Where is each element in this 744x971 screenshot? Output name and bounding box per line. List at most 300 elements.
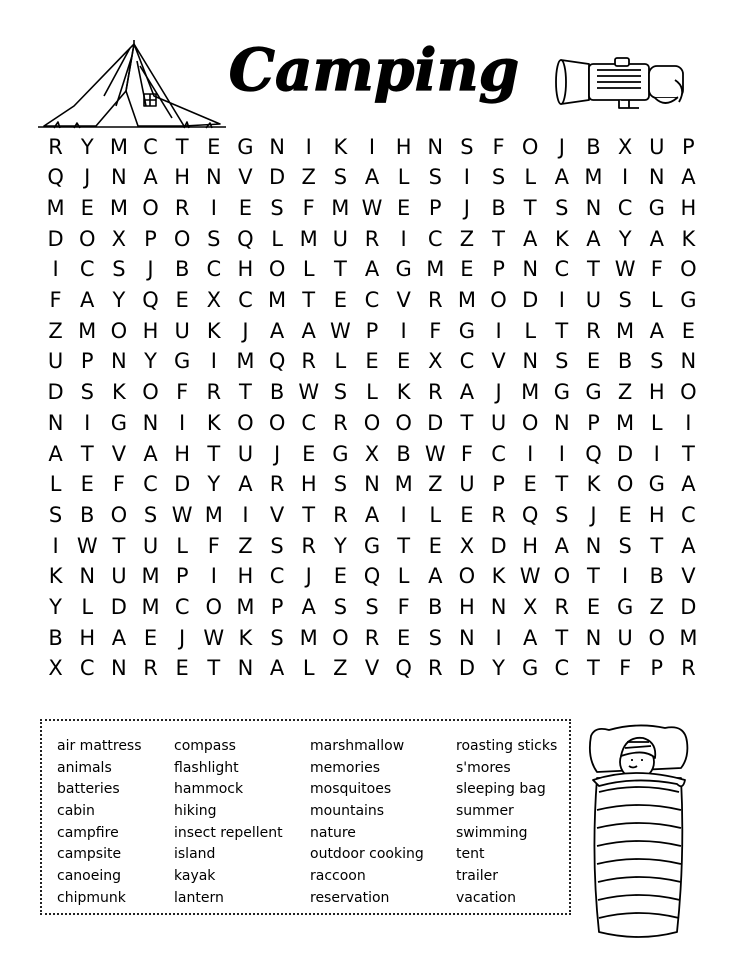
grid-letter: M	[78, 318, 97, 343]
grid-letter: T	[460, 410, 474, 435]
grid-letter: F	[176, 380, 189, 405]
grid-letter: T	[80, 441, 94, 466]
grid-letter: U	[649, 134, 665, 159]
grid-letter: O	[142, 195, 159, 220]
grid-letter: T	[523, 195, 537, 220]
grid-letter: C	[617, 195, 633, 220]
grid-letter: K	[491, 564, 506, 589]
grid-letter: N	[111, 349, 127, 374]
grid-letter: C	[301, 410, 317, 435]
grid-letter: O	[110, 502, 128, 527]
grid-letter: Y	[207, 472, 221, 497]
grid-letter: C	[364, 288, 380, 312]
grid-letter: O	[78, 226, 96, 251]
grid-letter: I	[463, 165, 470, 190]
grid-letter: B	[617, 349, 633, 374]
grid-letter: F	[207, 533, 220, 558]
page-title-text: Camping	[228, 36, 520, 104]
grid-letter: R	[143, 656, 158, 681]
word-list-item: raccoon	[310, 868, 366, 885]
grid-letter: H	[174, 165, 191, 190]
grid-letter: G	[110, 410, 128, 435]
grid-letter: B	[174, 257, 190, 282]
grid-letter: V	[364, 656, 380, 681]
grid-letter: M	[679, 625, 698, 650]
grid-letter: L	[49, 472, 62, 497]
grid-letter: F	[397, 595, 410, 619]
grid-letter: E	[396, 625, 411, 650]
grid-letter: O	[205, 595, 223, 619]
grid-letter: E	[302, 441, 316, 466]
grid-letter: A	[48, 441, 63, 466]
grid-letter: P	[144, 226, 157, 251]
grid-letter: S	[270, 195, 284, 220]
grid-letter: Y	[80, 134, 94, 159]
grid-letter: X	[206, 288, 221, 312]
grid-letter: M	[46, 195, 65, 220]
grid-letter: I	[368, 134, 376, 159]
word-list-item: swimming	[456, 824, 528, 841]
grid-letter: A	[554, 533, 570, 558]
grid-letter: L	[650, 288, 663, 312]
grid-letter: A	[523, 625, 538, 650]
grid-letter: P	[682, 134, 695, 159]
grid-letter: I	[210, 564, 217, 589]
grid-letter: U	[47, 349, 64, 374]
grid-letter: D	[174, 472, 191, 497]
grid-letter: E	[618, 502, 632, 527]
grid-letter: D	[522, 288, 539, 312]
grid-letter: L	[81, 595, 94, 619]
grid-letter: M	[394, 472, 413, 497]
grid-letter: K	[48, 564, 63, 589]
grid-letter: L	[650, 410, 663, 435]
grid-letter: K	[681, 226, 696, 251]
grid-letter: O	[458, 564, 476, 589]
grid-letter: K	[586, 472, 601, 497]
grid-letter: R	[206, 380, 222, 405]
grid-letter: L	[524, 165, 537, 190]
grid-letter: C	[79, 656, 95, 681]
grid-letter: S	[270, 625, 284, 650]
grid-letter: U	[617, 625, 633, 650]
grid-letter: J	[84, 165, 91, 190]
grid-letter: A	[428, 564, 443, 589]
grid-letter: J	[273, 441, 281, 466]
grid-letter: L	[334, 349, 347, 374]
grid-letter: E	[175, 288, 189, 312]
grid-letter: E	[396, 195, 411, 220]
grid-letter: R	[174, 195, 190, 220]
grid-letter: B	[48, 625, 63, 650]
grid-letter: O	[553, 564, 571, 589]
grid-letter: L	[271, 226, 283, 251]
grid-letter: N	[553, 410, 570, 435]
grid-letter: T	[207, 656, 221, 681]
grid-letter: W	[614, 257, 636, 282]
grid-letter: Z	[301, 165, 316, 190]
grid-letter: T	[650, 533, 664, 558]
grid-letter: T	[112, 533, 126, 558]
grid-letter: I	[179, 410, 186, 435]
grid-letter: I	[653, 441, 660, 466]
grid-letter: A	[554, 165, 570, 190]
grid-letter: Q	[363, 564, 381, 589]
grid-letter: L	[302, 257, 315, 282]
grid-letter: O	[648, 625, 666, 650]
grid-letter: C	[459, 349, 475, 374]
grid-letter: M	[521, 380, 540, 405]
grid-letter: S	[207, 226, 221, 251]
grid-letter: L	[366, 380, 378, 405]
grid-letter: A	[586, 226, 601, 251]
grid-letter: S	[270, 533, 284, 558]
grid-letter: H	[648, 502, 665, 527]
word-list-item: trailer	[456, 868, 498, 885]
grid-letter: N	[269, 134, 285, 159]
grid-letter: B	[586, 134, 601, 159]
grid-letter: D	[268, 165, 286, 190]
grid-letter: E	[460, 257, 474, 282]
grid-letter: Z	[617, 380, 633, 405]
flashlight-illustration	[553, 50, 693, 114]
grid-letter: A	[80, 288, 95, 312]
grid-letter: G	[458, 318, 476, 343]
grid-letter: G	[332, 441, 349, 466]
grid-letter: E	[175, 656, 189, 681]
word-list-item: lantern	[174, 889, 224, 906]
grid-letter: R	[681, 656, 696, 681]
grid-letter: X	[48, 656, 63, 681]
grid-letter: M	[268, 288, 287, 312]
grid-letter: C	[491, 441, 506, 466]
grid-letter: X	[522, 595, 538, 619]
grid-letter: O	[142, 380, 159, 405]
grid-letter: I	[495, 625, 502, 650]
grid-letter: T	[587, 257, 600, 282]
word-list-item: cabin	[57, 803, 95, 820]
grid-letter: G	[648, 472, 665, 497]
grid-letter: M	[331, 195, 350, 220]
grid-letter: N	[522, 349, 539, 374]
grid-letter: K	[238, 625, 253, 650]
grid-letter: Y	[333, 533, 347, 558]
grid-letter: M	[426, 257, 445, 282]
grid-letter: U	[459, 472, 475, 497]
grid-letter: Q	[47, 165, 64, 190]
grid-letter: U	[585, 288, 602, 312]
grid-letter: O	[237, 410, 254, 435]
grid-letter: H	[237, 564, 254, 589]
grid-letter: J	[558, 134, 565, 159]
grid-letter: Z	[333, 656, 348, 681]
grid-letter: Z	[649, 595, 664, 619]
grid-letter: T	[555, 625, 569, 650]
grid-letter: O	[173, 226, 191, 251]
grid-letter: O	[680, 257, 697, 282]
grid-letter: T	[555, 472, 569, 497]
grid-letter: R	[427, 656, 443, 681]
grid-letter: R	[364, 625, 380, 650]
grid-letter: B	[649, 564, 664, 589]
grid-letter: K	[111, 380, 126, 405]
grid-letter: V	[238, 165, 253, 190]
grid-letter: E	[333, 288, 347, 312]
grid-letter: W	[203, 625, 225, 650]
grid-letter: P	[650, 656, 664, 681]
grid-letter: O	[395, 410, 412, 435]
grid-letter: N	[490, 595, 507, 619]
grid-letter: T	[397, 533, 411, 558]
grid-letter: H	[680, 195, 697, 220]
grid-letter: W	[361, 195, 383, 220]
word-list-item: campfire	[57, 824, 119, 841]
grid-letter: I	[242, 502, 249, 527]
grid-letter: T	[587, 656, 600, 681]
grid-letter: K	[206, 410, 221, 435]
grid-letter: S	[333, 380, 348, 405]
grid-letter: J	[179, 625, 186, 650]
grid-letter: Y	[49, 595, 62, 619]
grid-letter: N	[111, 165, 127, 190]
grid-letter: I	[210, 195, 217, 220]
grid-letter: S	[333, 165, 348, 190]
grid-letter: C	[79, 257, 95, 282]
grid-letter: Z	[428, 472, 443, 497]
grid-letter: A	[364, 165, 380, 190]
grid-letter: T	[333, 257, 347, 282]
grid-letter: B	[269, 380, 285, 405]
grid-letter: U	[111, 564, 127, 589]
grid-letter: V	[491, 349, 506, 374]
grid-letter: R	[333, 502, 348, 527]
grid-letter: V	[396, 288, 411, 312]
grid-letter: O	[363, 410, 381, 435]
grid-letter: I	[84, 410, 91, 435]
grid-letter: U	[237, 441, 254, 466]
grid-letter: D	[47, 226, 64, 251]
grid-letter: N	[111, 656, 127, 681]
grid-letter: F	[650, 257, 663, 282]
grid-letter: A	[649, 226, 664, 251]
grid-letter: J	[495, 380, 502, 405]
grid-letter: M	[236, 595, 255, 619]
grid-letter: H	[300, 472, 317, 497]
grid-letter: C	[554, 656, 570, 681]
grid-letter: X	[364, 441, 380, 466]
word-list-item: mountains	[310, 803, 385, 820]
grid-letter: Z	[48, 318, 63, 343]
grid-letter: I	[558, 288, 565, 312]
grid-letter: S	[618, 533, 632, 558]
grid-letter: X	[428, 349, 443, 374]
grid-letter: P	[175, 564, 189, 589]
grid-letter: C	[238, 288, 253, 312]
grid-letter: E	[460, 502, 474, 527]
grid-letter: G	[522, 656, 539, 681]
grid-letter: O	[332, 625, 349, 650]
grid-letter: I	[495, 318, 502, 343]
grid-letter: C	[269, 564, 285, 589]
grid-letter: S	[143, 502, 158, 527]
grid-letter: F	[460, 441, 473, 466]
grid-letter: P	[587, 410, 600, 435]
grid-letter: S	[80, 380, 94, 405]
grid-letter: N	[585, 625, 602, 650]
grid-letter: W	[171, 502, 193, 527]
word-list-column-1	[57, 736, 142, 910]
grid-letter: R	[301, 533, 317, 558]
grid-letter: P	[365, 318, 379, 343]
word-list-item: hiking	[174, 803, 217, 820]
grid-letter: C	[143, 134, 158, 159]
word-list-item: hammock	[174, 781, 244, 798]
grid-letter: M	[616, 318, 635, 343]
grid-letter: U	[142, 533, 159, 558]
word-list-item: chipmunk	[57, 889, 126, 906]
grid-letter: G	[585, 380, 602, 405]
grid-letter: M	[236, 349, 255, 374]
grid-letter: P	[80, 349, 94, 374]
grid-letter: Z	[459, 226, 475, 251]
grid-letter: A	[364, 257, 380, 282]
grid-letter: O	[110, 318, 128, 343]
grid-letter: V	[269, 502, 285, 527]
grid-letter: L	[397, 564, 410, 589]
grid-letter: I	[305, 134, 312, 159]
grid-letter: S	[555, 195, 569, 220]
grid-letter: N	[47, 410, 64, 435]
grid-letter: Q	[521, 502, 539, 527]
grid-letter: O	[680, 380, 697, 405]
grid-letter: I	[52, 257, 59, 282]
grid-letter: N	[459, 625, 475, 650]
grid-letter: M	[299, 226, 318, 251]
grid-letter: S	[428, 165, 442, 190]
grid-letter: E	[365, 349, 379, 374]
grid-letter: L	[302, 656, 315, 681]
grid-letter: X	[617, 134, 633, 159]
grid-letter: A	[269, 656, 285, 681]
word-list-item: tent	[456, 846, 485, 863]
grid-letter: N	[79, 564, 96, 589]
grid-letter: S	[650, 349, 664, 374]
grid-letter: I	[685, 410, 692, 435]
grid-letter: O	[521, 410, 539, 435]
grid-letter: E	[238, 195, 253, 220]
grid-letter: G	[680, 288, 697, 312]
grid-letter: P	[270, 595, 284, 619]
grid-letter: L	[524, 318, 537, 343]
grid-letter: L	[176, 533, 188, 558]
grid-letter: G	[553, 380, 570, 405]
grid-letter: T	[302, 288, 316, 312]
word-list-item: reservation	[310, 889, 390, 906]
grid-letter: N	[205, 165, 222, 190]
grid-letter: H	[174, 441, 191, 466]
grid-letter: K	[554, 226, 569, 251]
grid-letter: K	[206, 318, 221, 343]
word-list-item: animals	[57, 759, 112, 776]
word-list-item: flashlight	[174, 759, 239, 776]
grid-letter: C	[427, 226, 443, 251]
grid-letter: I	[52, 533, 59, 558]
grid-letter: I	[400, 502, 407, 527]
grid-letter: M	[299, 625, 318, 650]
grid-letter: C	[174, 595, 190, 619]
grid-letter: S	[48, 502, 63, 527]
grid-letter: A	[523, 226, 538, 251]
word-list-column-2	[174, 736, 283, 910]
grid-letter: O	[490, 288, 507, 312]
grid-letter: R	[427, 288, 443, 312]
grid-letter: P	[492, 257, 505, 282]
grid-letter: B	[396, 441, 411, 466]
grid-letter: H	[648, 380, 665, 405]
grid-letter: R	[301, 349, 317, 374]
grid-letter: V	[681, 564, 696, 589]
grid-letter: P	[428, 195, 442, 220]
grid-letter: C	[143, 472, 158, 497]
grid-letter: W	[298, 380, 320, 405]
grid-letter: Y	[112, 288, 126, 312]
grid-letter: Y	[492, 656, 505, 681]
grid-letter: O	[268, 410, 286, 435]
page-title	[224, 22, 524, 132]
grid-letter: I	[558, 441, 565, 466]
grid-letter: E	[333, 564, 347, 589]
grid-letter: A	[143, 165, 158, 190]
word-list-item: insect repellent	[174, 824, 283, 841]
grid-letter: F	[49, 288, 62, 312]
grid-letter: M	[204, 502, 223, 527]
grid-letter: O	[521, 134, 539, 159]
grid-letter: D	[458, 656, 475, 681]
grid-letter: S	[555, 502, 569, 527]
grid-letter: O	[268, 257, 286, 282]
word-list-item: s'mores	[456, 759, 511, 776]
word-list-item: outdoor cooking	[310, 846, 424, 863]
grid-letter: T	[207, 441, 221, 466]
grid-letter: W	[519, 564, 541, 589]
grid-letter: I	[622, 564, 629, 589]
grid-letter: N	[427, 134, 444, 159]
grid-letter: E	[586, 349, 601, 374]
grid-letter: S	[112, 257, 126, 282]
grid-letter: E	[681, 318, 696, 343]
word-list-item: canoeing	[57, 868, 121, 885]
grid-letter: R	[48, 134, 63, 159]
grid-letter: J	[590, 502, 597, 527]
grid-letter: I	[400, 318, 407, 343]
grid-letter: M	[109, 195, 128, 220]
grid-letter: M	[616, 410, 635, 435]
grid-letter: A	[111, 625, 127, 650]
grid-letter: R	[427, 380, 443, 405]
grid-letter: T	[492, 226, 505, 251]
grid-letter: G	[174, 349, 191, 374]
grid-letter: J	[242, 318, 249, 343]
grid-letter: T	[175, 134, 189, 159]
grid-letter: Q	[237, 226, 254, 251]
grid-letter: A	[681, 472, 696, 497]
grid-letter: Q	[585, 441, 602, 466]
grid-letter: K	[333, 134, 348, 159]
grid-letter: D	[110, 595, 127, 619]
grid-letter: U	[174, 318, 190, 343]
grid-letter: R	[554, 595, 570, 619]
grid-letter: T	[302, 502, 316, 527]
